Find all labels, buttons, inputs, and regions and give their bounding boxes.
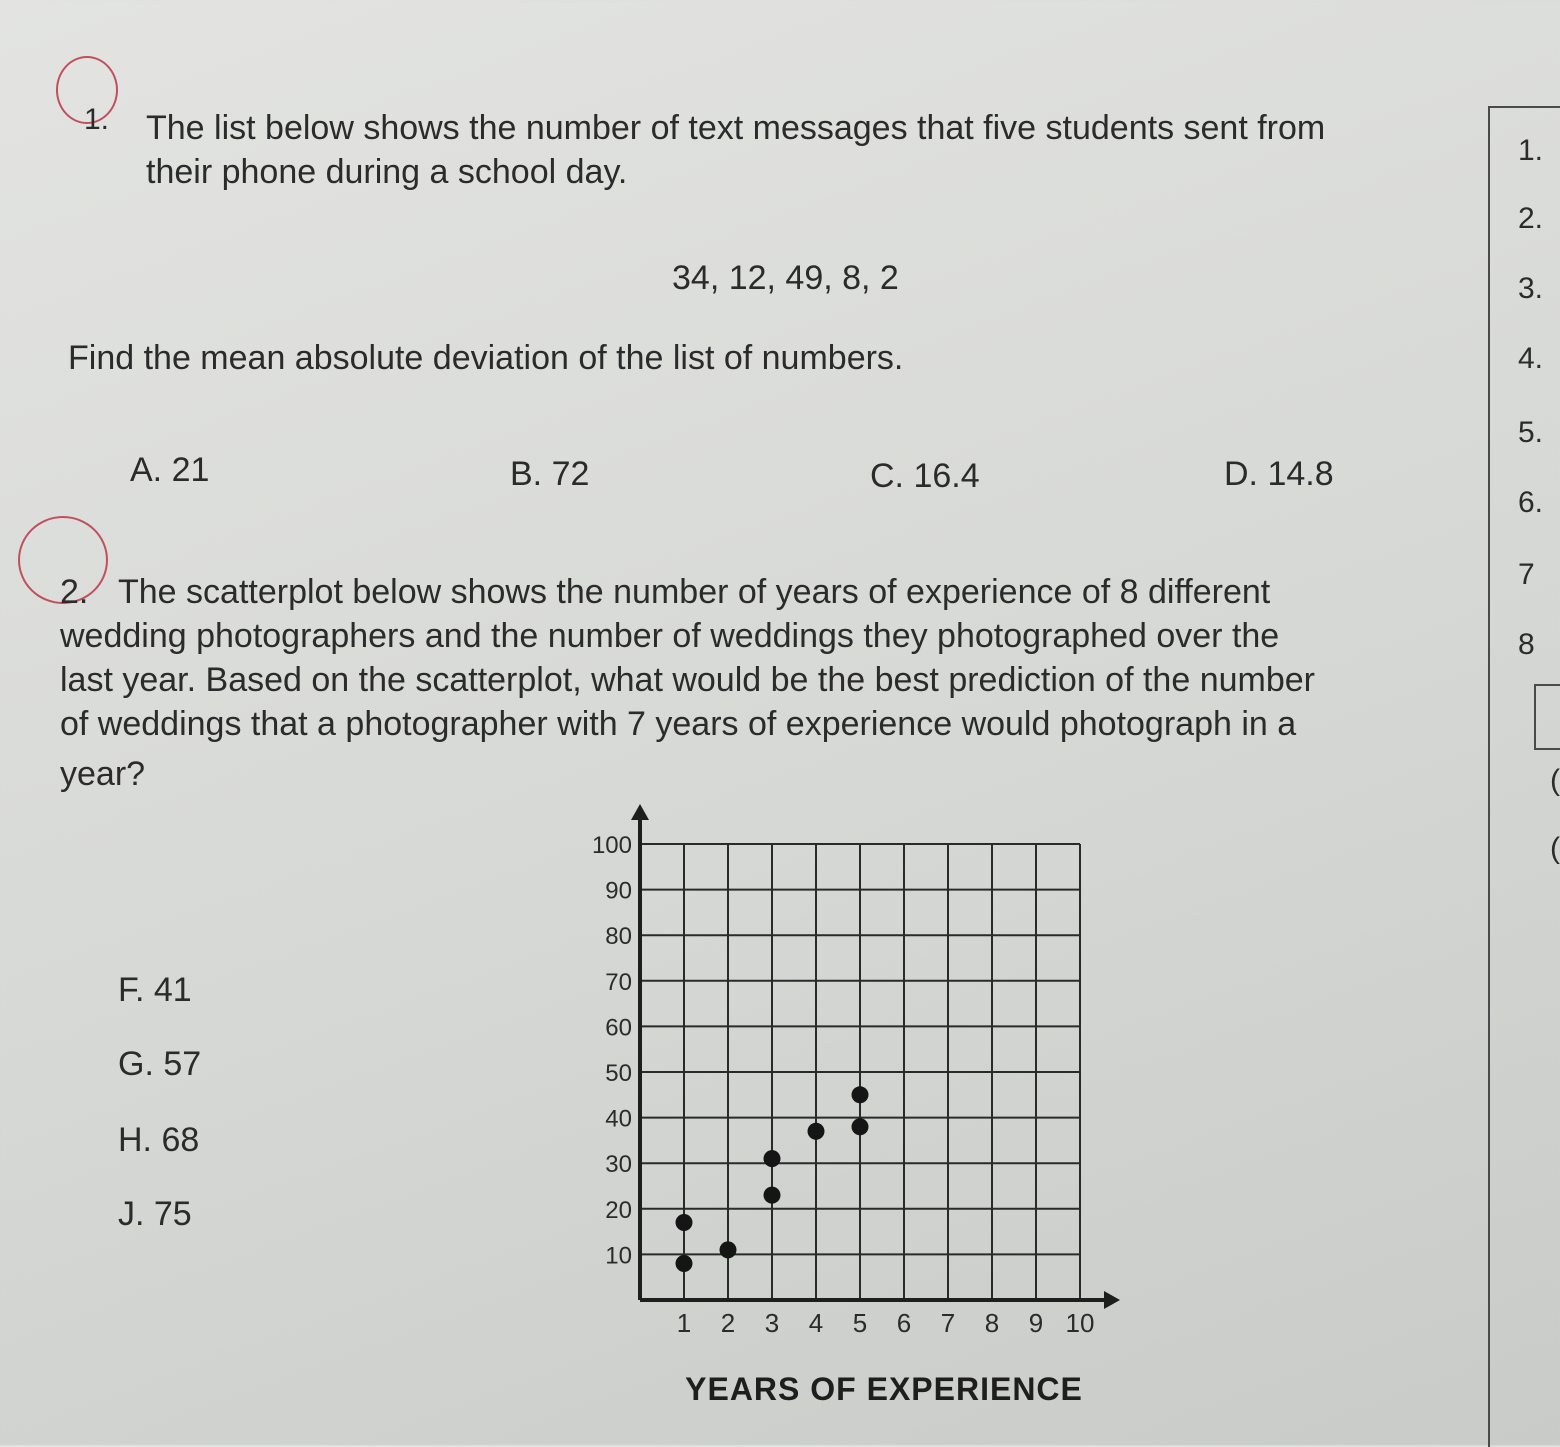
x-tick-label: 7: [940, 1308, 956, 1338]
q2-text-line3: last year. Based on the scatterplot, what would be the best prediction of the number: [60, 661, 1315, 699]
q2-choice-h[interactable]: H. 68: [118, 1121, 200, 1159]
y-tick-label: 90: [605, 877, 632, 905]
answer-slot-8: 8: [1518, 628, 1535, 661]
y-tick-label: 30: [605, 1151, 632, 1179]
partial-mark-2: (: [1550, 832, 1560, 865]
y-tick-label: 10: [605, 1242, 632, 1270]
data-point: [808, 1123, 825, 1140]
partial-mark-1: (: [1550, 764, 1560, 797]
data-point: [764, 1187, 781, 1204]
x-axis-label: YEARS OF EXPERIENCE: [685, 1371, 1083, 1407]
q2-text-line2: wedding photographers and the number of weddings they photographed over the: [60, 617, 1280, 655]
q2-choice-f[interactable]: F. 41: [118, 971, 192, 1009]
x-tick-label: 5: [852, 1308, 868, 1338]
q2-text-line1: The scatterplot below shows the number of years of experience of 8 different: [118, 573, 1271, 611]
answer-box: [1534, 684, 1560, 750]
x-tick-label: 9: [1028, 1308, 1044, 1338]
data-point: [764, 1150, 781, 1167]
x-tick-label: 4: [808, 1308, 824, 1338]
q1-text-line2: their phone during a school day.: [146, 153, 628, 191]
y-tick-label: 70: [605, 968, 632, 996]
x-axis-arrow: [1104, 1291, 1120, 1309]
chart-axes: [631, 804, 1120, 1309]
data-point: [852, 1086, 869, 1103]
q1-data-list: 34, 12, 49, 8, 2: [672, 259, 899, 297]
q1-choice-c[interactable]: C. 16.4: [870, 457, 980, 495]
data-point: [676, 1255, 693, 1272]
x-tick-label: 6: [896, 1308, 912, 1338]
answer-slot-4: 4.: [1518, 342, 1544, 375]
q1-choice-d[interactable]: D. 14.8: [1224, 455, 1334, 493]
answer-slot-1: 1.: [1518, 134, 1544, 167]
x-tick-label: 10: [1065, 1308, 1095, 1338]
q1-choice-a[interactable]: A. 21: [130, 451, 210, 489]
q1-prompt: Find the mean absolute deviation of the list of numbers.: [68, 339, 904, 377]
answer-slot-5: 5.: [1518, 416, 1544, 449]
x-tick-labels: [677, 1308, 1095, 1338]
q2-text-line5: year?: [60, 755, 146, 793]
y-tick-label: 60: [605, 1014, 632, 1042]
answer-slot-3: 3.: [1518, 272, 1544, 305]
y-tick-label: 100: [591, 832, 632, 859]
q2-number: 2.: [60, 573, 89, 611]
y-tick-label: 50: [605, 1060, 632, 1087]
x-tick-label: 3: [764, 1308, 780, 1338]
x-tick-label: 1: [676, 1308, 692, 1338]
y-tick-labels: [592, 832, 632, 1269]
answer-column: [1488, 106, 1560, 1447]
y-tick-label: 20: [605, 1196, 632, 1224]
q1-number: 1.: [84, 103, 110, 136]
y-tick-label: 40: [605, 1105, 632, 1133]
q1-text-line1: The list below shows the number of text messages that five students sent from: [146, 109, 1326, 147]
q1-choice-b[interactable]: B. 72: [510, 455, 590, 493]
data-point: [852, 1118, 869, 1135]
q2-choice-g[interactable]: G. 57: [118, 1045, 202, 1083]
x-tick-label: 2: [720, 1308, 736, 1338]
y-axis-arrow: [631, 804, 649, 820]
y-tick-label: 80: [605, 923, 632, 951]
answer-slot-2: 2.: [1518, 202, 1544, 235]
q2-choice-j[interactable]: J. 75: [118, 1195, 192, 1233]
scatterplot-chart: [520, 800, 1140, 1420]
chart-grid: [640, 844, 1080, 1300]
answer-slot-7: 7: [1518, 558, 1535, 591]
answer-slot-6: 6.: [1518, 486, 1544, 519]
x-tick-label: 8: [984, 1308, 1000, 1338]
q2-text-line4: of weddings that a photographer with 7 years of experience would photograph in a: [60, 705, 1297, 743]
data-point: [720, 1241, 737, 1258]
data-point: [676, 1214, 693, 1231]
